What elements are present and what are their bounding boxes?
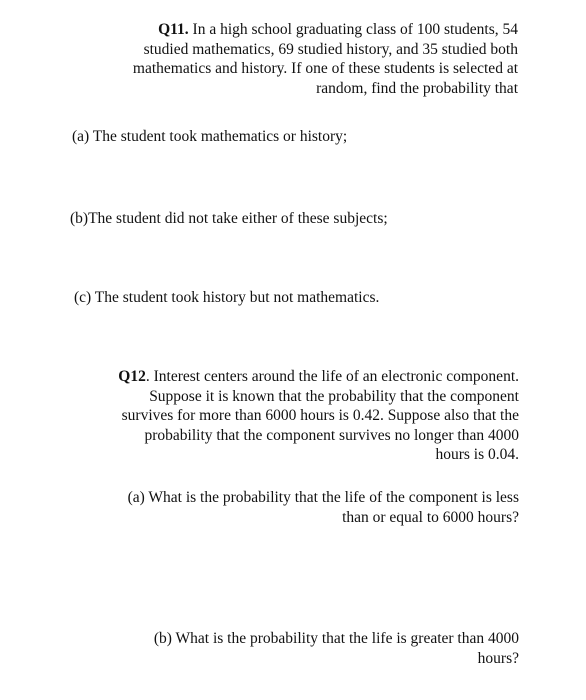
- q12-part-b: [60, 629, 519, 668]
- q11-part-b: [70, 209, 510, 229]
- q12-part-a-line-1: (a) What is the probability that the life of the component is less: [127, 489, 519, 506]
- q11-part-c-text: (c) The student took history but not mathematics.: [74, 289, 380, 306]
- q11-part-b-text: (b)The student did not take either of these subjects;: [70, 210, 388, 227]
- q11-part-c: [74, 288, 514, 308]
- q12-intro-line-1: [60, 367, 519, 387]
- q12-question-text: [60, 367, 519, 465]
- q12-part-b-line-1: (b) What is the probability that the life is greater than 4000: [153, 630, 519, 647]
- q12-number: Q12: [118, 368, 146, 385]
- q12-part-a: [60, 488, 519, 527]
- q11-part-a-text: (a) The student took mathematics or history;: [72, 128, 348, 145]
- q12-intro-line-2: Suppose it is known that the probability that the component: [149, 387, 519, 405]
- q12-intro-line-1-text: . Interest centers around the life of an electronic component.: [145, 368, 519, 385]
- q12-part-b-line-2: hours?: [477, 649, 519, 667]
- q11-question-text: [60, 20, 518, 98]
- q12-intro-line-4: probability that the component survives no longer than 4000: [144, 426, 519, 444]
- q11-intro-line-1-text: In a high school graduating class of 100 students, 54: [188, 21, 518, 38]
- q11-intro-line-4: random, find the probability that: [316, 79, 518, 97]
- q11-part-a: [72, 127, 512, 147]
- q11-intro-line-2: studied mathematics, 69 studied history, and 35 studied both: [143, 40, 518, 58]
- q12-intro-line-3: survives for more than 6000 hours is 0.42. Suppose also that the: [121, 407, 519, 424]
- q12-part-a-line-2: than or equal to 6000 hours?: [342, 508, 519, 526]
- q12-intro-line-5: hours is 0.04.: [435, 446, 519, 463]
- q11-number: Q11.: [158, 21, 189, 38]
- q11-intro-line-1: [60, 20, 518, 40]
- q11-intro-line-3: mathematics and history. If one of these students is selected at: [132, 60, 518, 77]
